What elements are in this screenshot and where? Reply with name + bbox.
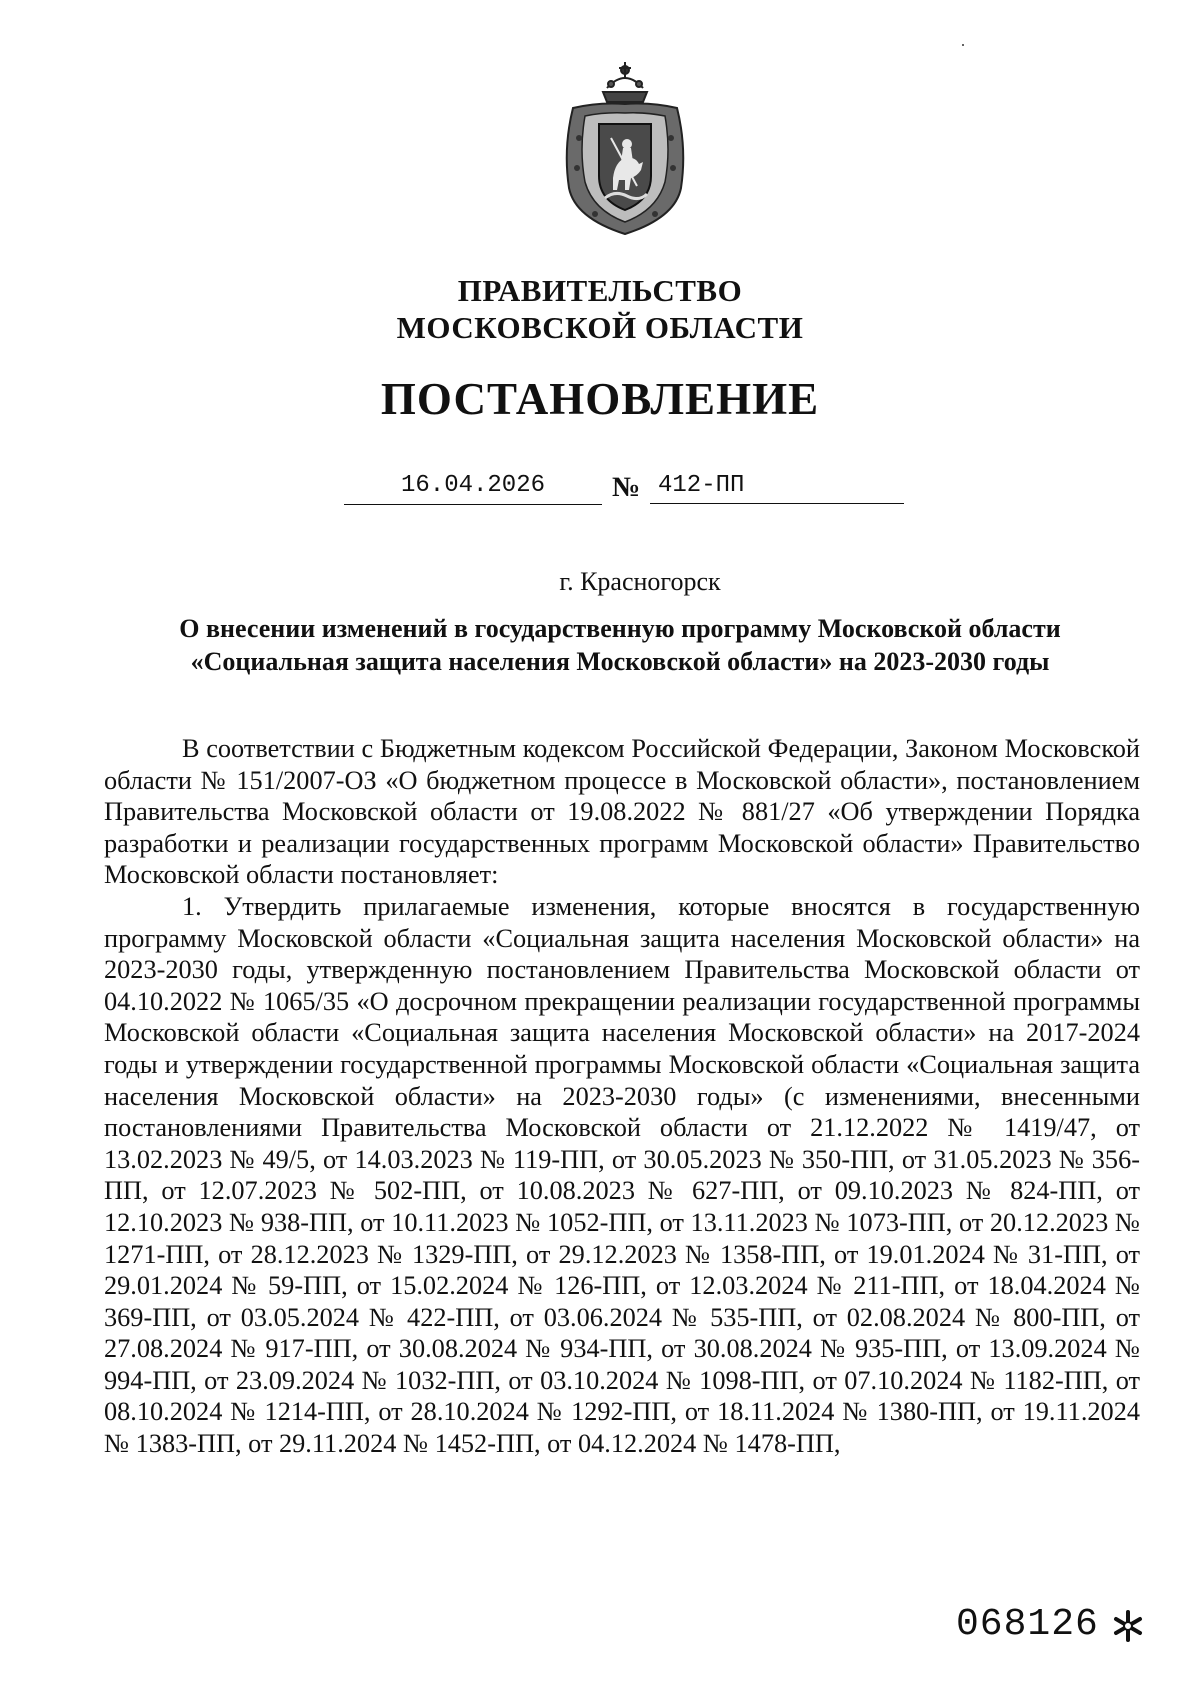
registration-line xyxy=(344,468,904,508)
preamble-paragraph: В соответствии с Бюджетным кодексом Российской Федерации, Законом Московской области № 151/2007-ОЗ «О бюджетном процессе в Московской области», постановлением Правительства Московской области от 19.08.2022 № 881/27 «Об утверждении Порядка разработки и реализации государственных программ Московской области» Правительство Московской области постановляет: xyxy=(104,734,1140,890)
organization-title-line-2: МОСКОВСКОЙ ОБЛАСТИ xyxy=(396,310,804,345)
subject-line-2: «Социальная защита населения Московской области» на 2023-2030 годы xyxy=(190,647,1050,676)
asterisk-star-icon xyxy=(1110,1608,1146,1644)
number-sign: № xyxy=(612,472,641,503)
document-date: 16.04.2026 xyxy=(344,468,602,505)
document-subject xyxy=(100,612,1140,678)
document-body xyxy=(104,733,1140,1460)
document-number: 412-ПП xyxy=(650,468,904,504)
moscow-oblast-coat-of-arms-icon xyxy=(555,58,695,238)
form-serial-number: 068126 xyxy=(956,1603,1099,1646)
scan-speck xyxy=(962,44,964,46)
clause-1-paragraph: 1. Утвердить прилагаемые изменения, которые вносятся в государственную программу Московской области «Социальная защита населения Московской области» на 2023-2030 годы, утвержденную постановлением Правительства Московской области от 04.10.2022 № 1065/35 «О досрочном прекращении реализации государственной программы Московской области «Социальная защита населения Московской области» на 2017-2024 годы и утверждении государственной программы Московской области «Социальная защита населения Московской области» на 2023-2030 годы» (с изменениями, внесенными постановлениями Правительства Московской области от 21.12.2022 № 1419/47, от 13.02.2023 № 49/5, от 14.03.2023 № 119-ПП, от 30.05.2023 № 350-ПП, от 31.05.2023 № 356-ПП, от 12.07.2023 № 502-ПП, от 10.08.2023 № 627-ПП, от 09.10.2023 № 824-ПП, от 12.10.2023 № 938-ПП, от 10.11.2023 № 1052-ПП, от 13.11.2023 № 1073-ПП, от 20.12.2023 № 1271-ПП, от 28.12.2023 № 1329-ПП, от 29.12.2023 № 1358-ПП, от 19.01.2024 № 31-ПП, от 29.01.2024 № 59-ПП, от 15.02.2024 № 126-ПП, от 12.03.2024 № 211-ПП, от 18.04.2024 № 369-ПП, от 03.05.2024 № 422-ПП, от 03.06.2024 № 535-ПП, от 02.08.2024 № 800-ПП, от 27.08.2024 № 917-ПП, от 30.08.2024 № 934-ПП, от 30.08.2024 № 935-ПП, от 13.09.2024 № 994-ПП, от 23.09.2024 № 1032-ПП, от 03.10.2024 № 1098-ПП, от 07.10.2024 № 1182-ПП, от 08.10.2024 № 1214-ПП, от 28.10.2024 № 1292-ПП, от 18.11.2024 № 1380-ПП, от 19.11.2024 № 1383-ПП, от 29.11.2024 № 1452-ПП, от 04.12.2024 № 1478-ПП, xyxy=(104,891,1140,1459)
document-type-title: ПОСТАНОВЛЕНИЕ xyxy=(380,374,820,424)
subject-line-1: О внесении изменений в государственную программу Московской области xyxy=(179,614,1061,643)
city-of-issue: г. Красногорск xyxy=(559,567,721,596)
organization-title-line-1: ПРАВИТЕЛЬСТВО xyxy=(457,273,743,308)
